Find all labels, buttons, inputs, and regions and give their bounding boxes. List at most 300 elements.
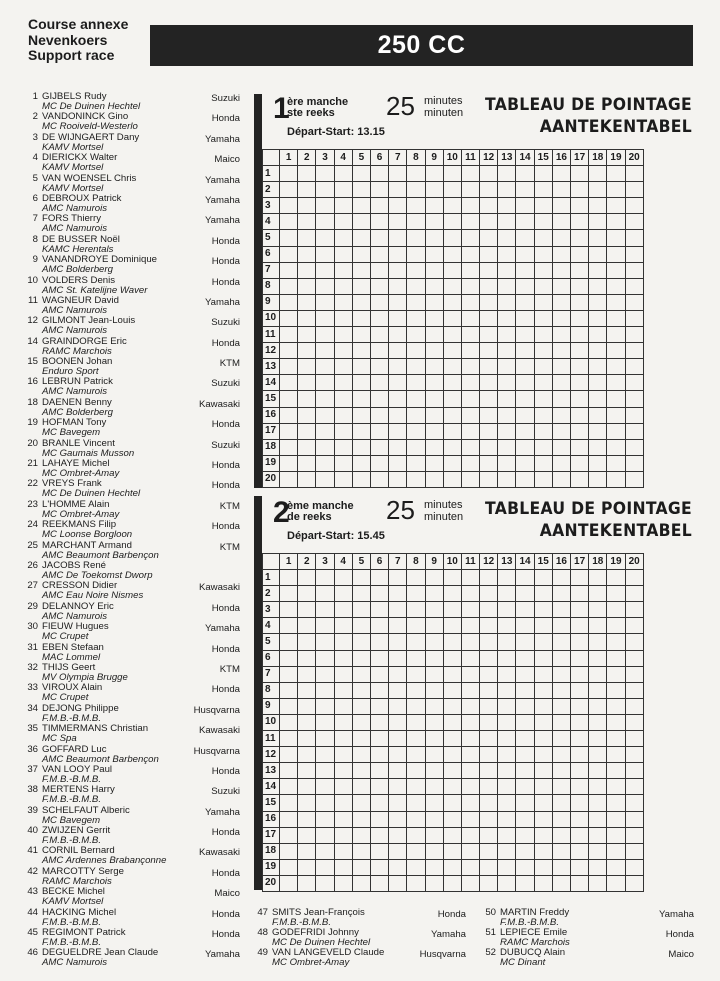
score-cell[interactable] — [552, 455, 570, 471]
score-cell[interactable] — [625, 166, 643, 182]
score-cell[interactable] — [607, 214, 625, 230]
score-cell[interactable] — [316, 262, 334, 278]
score-cell[interactable] — [552, 763, 570, 779]
score-cell[interactable] — [352, 811, 370, 827]
score-cell[interactable] — [480, 375, 498, 391]
score-cell[interactable] — [552, 634, 570, 650]
score-cell[interactable] — [370, 471, 388, 487]
score-cell[interactable] — [443, 294, 461, 310]
score-cell[interactable] — [516, 262, 534, 278]
score-cell[interactable] — [298, 359, 316, 375]
score-cell[interactable] — [334, 843, 352, 859]
score-cell[interactable] — [298, 310, 316, 326]
score-cell[interactable] — [298, 618, 316, 634]
score-cell[interactable] — [498, 666, 516, 682]
score-cell[interactable] — [334, 182, 352, 198]
score-cell[interactable] — [480, 471, 498, 487]
score-cell[interactable] — [443, 586, 461, 602]
score-cell[interactable] — [589, 747, 607, 763]
score-cell[interactable] — [516, 698, 534, 714]
score-cell[interactable] — [316, 698, 334, 714]
score-cell[interactable] — [407, 359, 425, 375]
score-cell[interactable] — [389, 182, 407, 198]
score-cell[interactable] — [352, 166, 370, 182]
score-cell[interactable] — [571, 618, 589, 634]
score-cell[interactable] — [498, 198, 516, 214]
score-cell[interactable] — [625, 423, 643, 439]
score-cell[interactable] — [498, 875, 516, 891]
score-cell[interactable] — [443, 375, 461, 391]
score-cell[interactable] — [625, 391, 643, 407]
score-cell[interactable] — [298, 779, 316, 795]
score-cell[interactable] — [534, 811, 552, 827]
score-cell[interactable] — [552, 859, 570, 875]
score-cell[interactable] — [352, 682, 370, 698]
score-cell[interactable] — [407, 714, 425, 730]
score-cell[interactable] — [316, 294, 334, 310]
score-cell[interactable] — [571, 731, 589, 747]
score-cell[interactable] — [607, 779, 625, 795]
score-cell[interactable] — [443, 343, 461, 359]
score-cell[interactable] — [407, 214, 425, 230]
score-cell[interactable] — [443, 230, 461, 246]
score-cell[interactable] — [425, 262, 443, 278]
score-cell[interactable] — [334, 827, 352, 843]
score-cell[interactable] — [607, 843, 625, 859]
score-cell[interactable] — [625, 214, 643, 230]
score-cell[interactable] — [407, 262, 425, 278]
score-cell[interactable] — [316, 843, 334, 859]
score-cell[interactable] — [461, 570, 479, 586]
score-cell[interactable] — [280, 294, 298, 310]
score-cell[interactable] — [534, 407, 552, 423]
score-cell[interactable] — [389, 375, 407, 391]
score-cell[interactable] — [534, 375, 552, 391]
score-cell[interactable] — [625, 182, 643, 198]
score-cell[interactable] — [298, 246, 316, 262]
score-cell[interactable] — [298, 455, 316, 471]
score-cell[interactable] — [461, 327, 479, 343]
score-cell[interactable] — [334, 278, 352, 294]
score-cell[interactable] — [425, 827, 443, 843]
score-cell[interactable] — [316, 634, 334, 650]
score-cell[interactable] — [280, 570, 298, 586]
score-cell[interactable] — [625, 262, 643, 278]
score-cell[interactable] — [534, 650, 552, 666]
score-cell[interactable] — [389, 423, 407, 439]
score-cell[interactable] — [534, 262, 552, 278]
score-cell[interactable] — [407, 471, 425, 487]
score-cell[interactable] — [352, 214, 370, 230]
score-cell[interactable] — [552, 294, 570, 310]
score-cell[interactable] — [552, 714, 570, 730]
score-cell[interactable] — [443, 731, 461, 747]
score-cell[interactable] — [534, 455, 552, 471]
score-cell[interactable] — [571, 875, 589, 891]
score-cell[interactable] — [480, 763, 498, 779]
score-cell[interactable] — [352, 343, 370, 359]
score-cell[interactable] — [571, 471, 589, 487]
score-cell[interactable] — [480, 682, 498, 698]
score-cell[interactable] — [534, 779, 552, 795]
score-cell[interactable] — [316, 375, 334, 391]
score-cell[interactable] — [552, 166, 570, 182]
score-cell[interactable] — [589, 198, 607, 214]
score-cell[interactable] — [443, 795, 461, 811]
score-cell[interactable] — [443, 714, 461, 730]
score-cell[interactable] — [571, 407, 589, 423]
score-cell[interactable] — [461, 650, 479, 666]
score-cell[interactable] — [425, 602, 443, 618]
score-cell[interactable] — [480, 602, 498, 618]
score-cell[interactable] — [280, 843, 298, 859]
score-cell[interactable] — [625, 375, 643, 391]
score-cell[interactable] — [516, 182, 534, 198]
score-cell[interactable] — [607, 570, 625, 586]
score-cell[interactable] — [316, 343, 334, 359]
score-cell[interactable] — [552, 731, 570, 747]
score-cell[interactable] — [534, 391, 552, 407]
score-cell[interactable] — [370, 618, 388, 634]
score-cell[interactable] — [589, 407, 607, 423]
score-cell[interactable] — [534, 602, 552, 618]
score-cell[interactable] — [352, 310, 370, 326]
score-cell[interactable] — [316, 391, 334, 407]
score-cell[interactable] — [389, 343, 407, 359]
score-cell[interactable] — [280, 439, 298, 455]
score-cell[interactable] — [407, 407, 425, 423]
score-cell[interactable] — [571, 246, 589, 262]
score-cell[interactable] — [589, 666, 607, 682]
score-cell[interactable] — [534, 618, 552, 634]
score-cell[interactable] — [571, 747, 589, 763]
score-cell[interactable] — [571, 714, 589, 730]
score-cell[interactable] — [625, 359, 643, 375]
score-cell[interactable] — [571, 666, 589, 682]
score-cell[interactable] — [407, 875, 425, 891]
score-cell[interactable] — [625, 570, 643, 586]
score-cell[interactable] — [316, 602, 334, 618]
score-cell[interactable] — [334, 859, 352, 875]
score-cell[interactable] — [534, 359, 552, 375]
score-cell[interactable] — [370, 859, 388, 875]
score-cell[interactable] — [370, 198, 388, 214]
score-cell[interactable] — [607, 666, 625, 682]
score-cell[interactable] — [607, 423, 625, 439]
score-cell[interactable] — [298, 230, 316, 246]
score-cell[interactable] — [389, 698, 407, 714]
score-cell[interactable] — [389, 682, 407, 698]
score-cell[interactable] — [280, 859, 298, 875]
score-cell[interactable] — [552, 682, 570, 698]
score-cell[interactable] — [480, 618, 498, 634]
score-cell[interactable] — [461, 407, 479, 423]
score-cell[interactable] — [516, 166, 534, 182]
score-cell[interactable] — [443, 650, 461, 666]
score-cell[interactable] — [625, 811, 643, 827]
score-cell[interactable] — [571, 230, 589, 246]
score-cell[interactable] — [316, 827, 334, 843]
score-cell[interactable] — [334, 439, 352, 455]
score-cell[interactable] — [498, 327, 516, 343]
score-cell[interactable] — [316, 763, 334, 779]
score-cell[interactable] — [316, 423, 334, 439]
score-cell[interactable] — [607, 602, 625, 618]
score-cell[interactable] — [352, 714, 370, 730]
score-cell[interactable] — [571, 343, 589, 359]
score-cell[interactable] — [607, 875, 625, 891]
score-cell[interactable] — [443, 666, 461, 682]
score-cell[interactable] — [370, 455, 388, 471]
score-cell[interactable] — [498, 407, 516, 423]
score-cell[interactable] — [498, 246, 516, 262]
score-cell[interactable] — [280, 278, 298, 294]
score-cell[interactable] — [625, 343, 643, 359]
score-cell[interactable] — [407, 602, 425, 618]
score-cell[interactable] — [607, 811, 625, 827]
score-cell[interactable] — [425, 763, 443, 779]
score-cell[interactable] — [625, 698, 643, 714]
score-cell[interactable] — [552, 230, 570, 246]
score-cell[interactable] — [280, 747, 298, 763]
score-cell[interactable] — [352, 666, 370, 682]
score-cell[interactable] — [407, 731, 425, 747]
score-cell[interactable] — [480, 198, 498, 214]
score-cell[interactable] — [352, 278, 370, 294]
score-cell[interactable] — [298, 602, 316, 618]
score-cell[interactable] — [334, 166, 352, 182]
score-cell[interactable] — [607, 698, 625, 714]
score-cell[interactable] — [625, 586, 643, 602]
score-cell[interactable] — [280, 375, 298, 391]
score-cell[interactable] — [498, 391, 516, 407]
score-cell[interactable] — [461, 278, 479, 294]
score-cell[interactable] — [298, 375, 316, 391]
score-cell[interactable] — [352, 827, 370, 843]
score-cell[interactable] — [625, 747, 643, 763]
score-cell[interactable] — [370, 327, 388, 343]
score-cell[interactable] — [534, 439, 552, 455]
score-cell[interactable] — [498, 182, 516, 198]
score-cell[interactable] — [370, 439, 388, 455]
score-cell[interactable] — [443, 859, 461, 875]
score-cell[interactable] — [389, 795, 407, 811]
score-cell[interactable] — [607, 682, 625, 698]
score-cell[interactable] — [607, 230, 625, 246]
score-cell[interactable] — [516, 795, 534, 811]
score-cell[interactable] — [407, 747, 425, 763]
score-cell[interactable] — [534, 343, 552, 359]
score-cell[interactable] — [571, 827, 589, 843]
score-cell[interactable] — [298, 698, 316, 714]
score-cell[interactable] — [298, 650, 316, 666]
score-cell[interactable] — [571, 391, 589, 407]
score-cell[interactable] — [534, 698, 552, 714]
score-cell[interactable] — [280, 262, 298, 278]
score-cell[interactable] — [443, 391, 461, 407]
score-cell[interactable] — [298, 666, 316, 682]
score-cell[interactable] — [516, 714, 534, 730]
score-cell[interactable] — [589, 827, 607, 843]
score-cell[interactable] — [443, 166, 461, 182]
score-cell[interactable] — [370, 875, 388, 891]
score-cell[interactable] — [425, 375, 443, 391]
score-cell[interactable] — [407, 455, 425, 471]
score-cell[interactable] — [407, 294, 425, 310]
score-cell[interactable] — [280, 875, 298, 891]
score-cell[interactable] — [607, 747, 625, 763]
score-cell[interactable] — [625, 439, 643, 455]
score-cell[interactable] — [298, 843, 316, 859]
score-cell[interactable] — [534, 310, 552, 326]
score-cell[interactable] — [498, 811, 516, 827]
score-cell[interactable] — [589, 343, 607, 359]
score-cell[interactable] — [625, 198, 643, 214]
score-cell[interactable] — [316, 682, 334, 698]
score-cell[interactable] — [389, 166, 407, 182]
score-cell[interactable] — [352, 327, 370, 343]
score-cell[interactable] — [498, 343, 516, 359]
score-cell[interactable] — [316, 166, 334, 182]
score-cell[interactable] — [316, 570, 334, 586]
score-cell[interactable] — [370, 343, 388, 359]
score-cell[interactable] — [352, 634, 370, 650]
score-cell[interactable] — [370, 570, 388, 586]
score-cell[interactable] — [443, 423, 461, 439]
score-cell[interactable] — [534, 843, 552, 859]
score-cell[interactable] — [552, 618, 570, 634]
score-cell[interactable] — [280, 602, 298, 618]
score-cell[interactable] — [334, 763, 352, 779]
score-cell[interactable] — [589, 423, 607, 439]
score-cell[interactable] — [425, 714, 443, 730]
score-cell[interactable] — [298, 327, 316, 343]
score-cell[interactable] — [407, 423, 425, 439]
score-cell[interactable] — [389, 262, 407, 278]
score-cell[interactable] — [407, 182, 425, 198]
score-cell[interactable] — [425, 182, 443, 198]
score-cell[interactable] — [389, 747, 407, 763]
score-cell[interactable] — [534, 198, 552, 214]
score-cell[interactable] — [498, 278, 516, 294]
score-cell[interactable] — [280, 666, 298, 682]
score-cell[interactable] — [425, 278, 443, 294]
score-cell[interactable] — [480, 795, 498, 811]
score-cell[interactable] — [480, 586, 498, 602]
score-cell[interactable] — [607, 634, 625, 650]
score-cell[interactable] — [280, 198, 298, 214]
score-cell[interactable] — [370, 698, 388, 714]
score-cell[interactable] — [280, 455, 298, 471]
score-cell[interactable] — [334, 731, 352, 747]
score-cell[interactable] — [425, 843, 443, 859]
score-cell[interactable] — [298, 634, 316, 650]
score-cell[interactable] — [571, 310, 589, 326]
score-cell[interactable] — [298, 795, 316, 811]
score-cell[interactable] — [480, 666, 498, 682]
score-cell[interactable] — [498, 230, 516, 246]
score-cell[interactable] — [280, 471, 298, 487]
score-cell[interactable] — [625, 327, 643, 343]
score-cell[interactable] — [425, 570, 443, 586]
score-cell[interactable] — [407, 682, 425, 698]
score-cell[interactable] — [280, 650, 298, 666]
score-cell[interactable] — [298, 391, 316, 407]
score-cell[interactable] — [334, 779, 352, 795]
score-cell[interactable] — [280, 618, 298, 634]
score-cell[interactable] — [370, 650, 388, 666]
score-cell[interactable] — [498, 294, 516, 310]
score-cell[interactable] — [589, 327, 607, 343]
score-cell[interactable] — [589, 859, 607, 875]
score-cell[interactable] — [461, 779, 479, 795]
score-cell[interactable] — [534, 278, 552, 294]
score-cell[interactable] — [516, 763, 534, 779]
score-cell[interactable] — [589, 795, 607, 811]
score-cell[interactable] — [370, 747, 388, 763]
score-cell[interactable] — [370, 827, 388, 843]
score-cell[interactable] — [370, 230, 388, 246]
score-cell[interactable] — [425, 731, 443, 747]
score-cell[interactable] — [534, 570, 552, 586]
score-cell[interactable] — [334, 747, 352, 763]
score-cell[interactable] — [352, 586, 370, 602]
score-cell[interactable] — [370, 182, 388, 198]
score-cell[interactable] — [280, 423, 298, 439]
score-cell[interactable] — [389, 779, 407, 795]
score-cell[interactable] — [480, 714, 498, 730]
score-cell[interactable] — [571, 262, 589, 278]
score-cell[interactable] — [334, 262, 352, 278]
score-cell[interactable] — [625, 666, 643, 682]
score-cell[interactable] — [425, 779, 443, 795]
score-cell[interactable] — [625, 278, 643, 294]
score-cell[interactable] — [571, 811, 589, 827]
score-cell[interactable] — [498, 262, 516, 278]
score-cell[interactable] — [516, 246, 534, 262]
score-cell[interactable] — [352, 779, 370, 795]
score-cell[interactable] — [625, 875, 643, 891]
score-cell[interactable] — [534, 795, 552, 811]
score-cell[interactable] — [298, 731, 316, 747]
score-cell[interactable] — [298, 278, 316, 294]
score-cell[interactable] — [516, 471, 534, 487]
score-cell[interactable] — [389, 439, 407, 455]
score-cell[interactable] — [407, 827, 425, 843]
score-cell[interactable] — [589, 634, 607, 650]
score-cell[interactable] — [480, 747, 498, 763]
score-cell[interactable] — [389, 859, 407, 875]
score-cell[interactable] — [443, 407, 461, 423]
score-cell[interactable] — [461, 343, 479, 359]
score-cell[interactable] — [334, 602, 352, 618]
score-cell[interactable] — [461, 423, 479, 439]
score-cell[interactable] — [480, 230, 498, 246]
score-cell[interactable] — [498, 827, 516, 843]
score-cell[interactable] — [389, 359, 407, 375]
score-cell[interactable] — [407, 570, 425, 586]
score-cell[interactable] — [625, 407, 643, 423]
score-cell[interactable] — [425, 666, 443, 682]
score-cell[interactable] — [370, 779, 388, 795]
score-cell[interactable] — [498, 439, 516, 455]
score-cell[interactable] — [461, 698, 479, 714]
score-cell[interactable] — [498, 602, 516, 618]
score-cell[interactable] — [498, 586, 516, 602]
score-cell[interactable] — [552, 843, 570, 859]
score-cell[interactable] — [334, 294, 352, 310]
score-cell[interactable] — [316, 586, 334, 602]
